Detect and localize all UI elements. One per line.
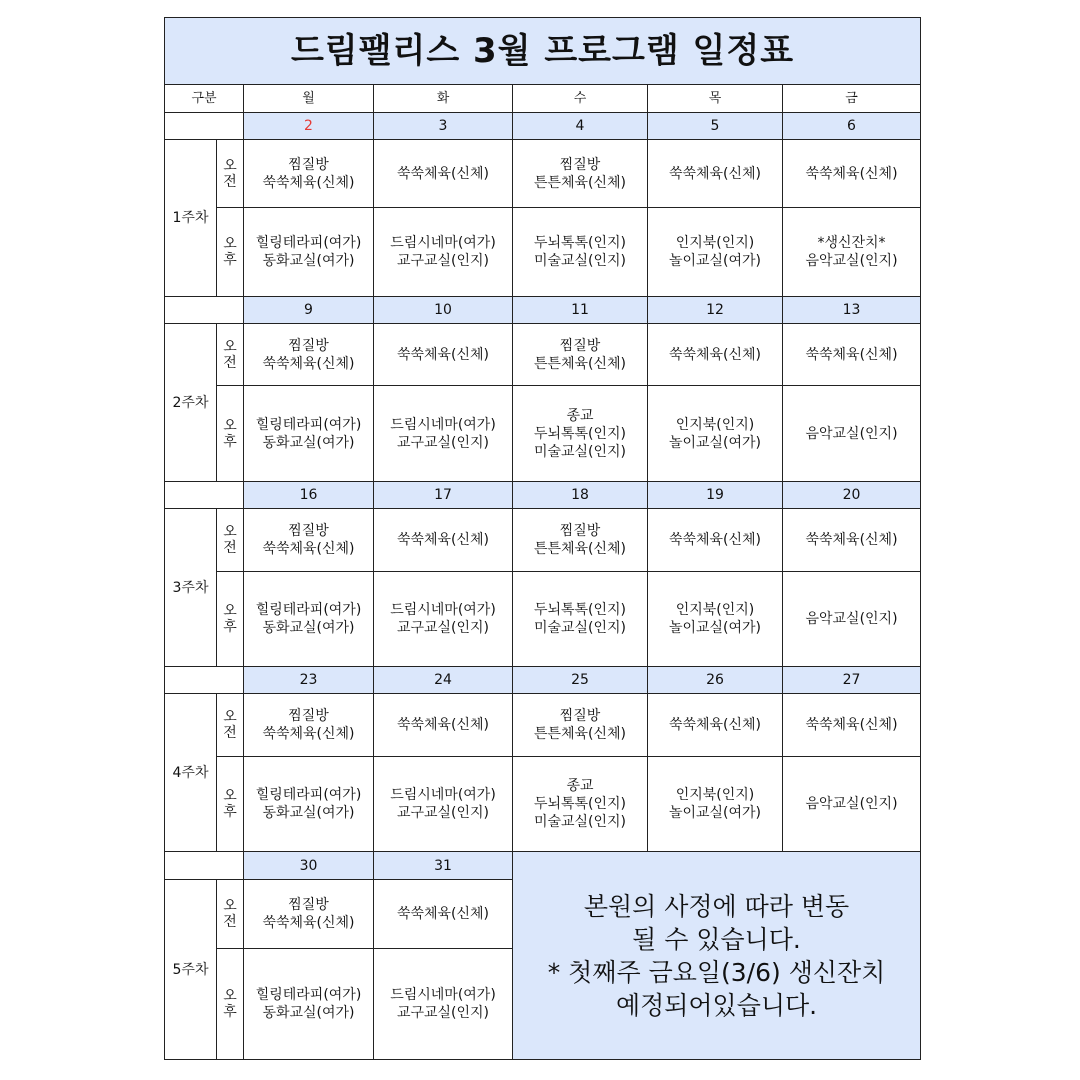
am-row (165, 140, 921, 208)
program-name: 힐링테라피(여가) (255, 787, 362, 803)
program-name: 쑥쑥체육(신체) (805, 532, 898, 548)
program-name: 쑥쑥체육(신체) (668, 532, 762, 548)
period-char: 전 (223, 354, 237, 371)
program-cell (513, 694, 648, 757)
date-cell: 25 (513, 667, 648, 694)
program-cell (374, 757, 513, 852)
program-name: 교구교실(인지) (396, 434, 490, 451)
period-char: 오 (223, 709, 237, 725)
date-cell: 2 (244, 113, 374, 140)
morning-label (217, 694, 244, 757)
program-name: 찜질방 (559, 337, 601, 354)
notice-box (513, 852, 921, 1060)
date-cell: 20 (783, 482, 921, 509)
program-cell (648, 140, 783, 208)
program-name: 음악교실(인지) (805, 796, 898, 812)
afternoon-label (217, 572, 244, 667)
date-row-blank (165, 113, 244, 140)
program-name: 동화교실(여가) (262, 434, 355, 451)
period-char: 전 (223, 540, 237, 556)
program-name: 종교 (566, 407, 594, 424)
day-header-tue: 화 (374, 85, 513, 113)
date-row-blank (165, 667, 244, 694)
pm-row (165, 208, 921, 297)
program-name: 인지북(인지) (675, 416, 755, 433)
program-name: 두뇌톡톡(인지) (533, 425, 627, 442)
program-name: 드림시네마(여가) (390, 235, 496, 251)
program-cell (244, 208, 374, 297)
program-cell (783, 509, 921, 572)
program-cell (648, 572, 783, 667)
program-name: 쑥쑥체육(신체) (668, 165, 762, 182)
date-row (165, 113, 921, 140)
program-cell (648, 757, 783, 852)
program-name: 종교 (566, 778, 594, 794)
program-name: 튼튼체육(신체) (533, 174, 627, 191)
program-cell (783, 757, 921, 852)
notice-line: 예정되어있습니다. (615, 990, 818, 1020)
program-cell (374, 386, 513, 482)
program-cell (244, 386, 374, 482)
program-cell (374, 949, 513, 1060)
program-cell (648, 324, 783, 386)
program-name: 튼튼체육(신체) (533, 726, 627, 742)
program-cell (374, 208, 513, 297)
program-name: 쑥쑥체육(신체) (396, 165, 490, 182)
am-row (165, 694, 921, 757)
morning-label (217, 880, 244, 949)
program-cell (244, 140, 374, 208)
morning-label (217, 324, 244, 386)
program-name: *생신잔치* (817, 235, 886, 251)
program-name: 교구교실(인지) (396, 620, 490, 636)
period-char: 후 (223, 619, 237, 635)
program-cell (374, 140, 513, 208)
period-char: 후 (223, 804, 237, 820)
date-cell: 3 (374, 113, 513, 140)
schedule-sheet (164, 17, 920, 1065)
program-cell (513, 208, 648, 297)
date-cell: 11 (513, 297, 648, 324)
program-name: 두뇌톡톡(인지) (533, 602, 627, 618)
date-cell: 10 (374, 297, 513, 324)
day-header-wed: 수 (513, 85, 648, 113)
program-name: 미술교실(인지) (533, 814, 627, 830)
date-row-blank (165, 852, 244, 880)
day-header-mon: 월 (244, 85, 374, 113)
afternoon-label (217, 949, 244, 1060)
period-char: 오 (223, 157, 237, 174)
program-cell (513, 757, 648, 852)
week-label: 3주차 (165, 509, 217, 667)
date-row (165, 482, 921, 509)
period-char: 오 (223, 417, 237, 434)
program-name: 미술교실(인지) (533, 620, 627, 636)
program-cell (513, 509, 648, 572)
date-cell: 30 (244, 852, 374, 880)
program-name: 교구교실(인지) (396, 253, 490, 269)
program-cell (648, 208, 783, 297)
program-name: 음악교실(인지) (805, 425, 898, 442)
period-char: 오 (223, 236, 237, 252)
program-cell (244, 572, 374, 667)
program-name: 두뇌톡톡(인지) (533, 796, 627, 812)
pm-row (165, 572, 921, 667)
program-name: 두뇌톡톡(인지) (533, 235, 627, 251)
morning-label (217, 140, 244, 208)
program-name: 드림시네마(여가) (390, 416, 496, 433)
notice-line: * 첫째주 금요일(3/6) 생신잔치 (547, 957, 886, 987)
program-name: 쑥쑥체육(신체) (668, 346, 762, 363)
date-cell: 24 (374, 667, 513, 694)
date-row (165, 297, 921, 324)
period-char: 오 (223, 524, 237, 540)
period-char: 전 (223, 173, 237, 190)
category-header: 구분 (165, 85, 244, 113)
program-name: 쑥쑥체육(신체) (262, 541, 355, 557)
program-name: 놀이교실(여가) (668, 805, 762, 821)
period-char: 오 (223, 603, 237, 619)
date-cell: 16 (244, 482, 374, 509)
program-name: 인지북(인지) (675, 787, 755, 803)
day-header-fri: 금 (783, 85, 921, 113)
program-name: 동화교실(여가) (262, 1005, 355, 1021)
program-name: 쑥쑥체육(신체) (805, 717, 898, 733)
program-cell (244, 509, 374, 572)
program-cell (648, 694, 783, 757)
program-name: 힐링테라피(여가) (255, 416, 362, 433)
date-row-blank (165, 482, 244, 509)
period-char: 후 (223, 1004, 237, 1020)
program-cell (513, 386, 648, 482)
program-name: 힐링테라피(여가) (255, 235, 362, 251)
program-cell (783, 572, 921, 667)
date-row-blank (165, 297, 244, 324)
program-cell (374, 694, 513, 757)
program-name: 인지북(인지) (675, 602, 755, 618)
program-name: 인지북(인지) (675, 235, 755, 251)
program-name: 음악교실(인지) (805, 253, 898, 269)
date-cell: 27 (783, 667, 921, 694)
program-cell (513, 572, 648, 667)
program-name: 찜질방 (288, 337, 329, 354)
program-cell (374, 880, 513, 949)
pm-row (165, 757, 921, 852)
date-cell: 13 (783, 297, 921, 324)
week-label: 5주차 (165, 880, 217, 1060)
program-cell (374, 572, 513, 667)
date-cell: 4 (513, 113, 648, 140)
date-cell: 17 (374, 482, 513, 509)
program-cell (783, 140, 921, 208)
program-name: 쑥쑥체육(신체) (262, 174, 355, 191)
program-cell (374, 324, 513, 386)
program-name: 힐링테라피(여가) (255, 987, 362, 1003)
program-name: 미술교실(인지) (533, 253, 627, 269)
program-name: 동화교실(여가) (262, 253, 355, 269)
date-cell: 31 (374, 852, 513, 880)
pm-row (165, 386, 921, 482)
program-cell (244, 324, 374, 386)
program-cell (783, 208, 921, 297)
program-cell (244, 757, 374, 852)
program-name: 쑥쑥체육(신체) (668, 717, 762, 733)
program-name: 찜질방 (559, 156, 601, 173)
period-char: 오 (223, 988, 237, 1004)
program-name: 음악교실(인지) (805, 611, 898, 627)
program-name: 튼튼체육(신체) (533, 355, 627, 372)
program-name: 쑥쑥체육(신체) (262, 915, 355, 931)
program-name: 교구교실(인지) (396, 805, 490, 821)
period-char: 후 (223, 433, 237, 450)
day-header-thu: 목 (648, 85, 783, 113)
program-name: 드림시네마(여가) (390, 987, 496, 1003)
program-name: 찜질방 (288, 156, 329, 173)
program-name: 힐링테라피(여가) (255, 602, 362, 618)
afternoon-label (217, 208, 244, 297)
program-name: 동화교실(여가) (262, 805, 355, 821)
program-cell (648, 509, 783, 572)
week-label: 2주차 (165, 324, 217, 482)
morning-label (217, 509, 244, 572)
date-cell: 12 (648, 297, 783, 324)
program-name: 쑥쑥체육(신체) (396, 346, 490, 363)
program-cell (374, 509, 513, 572)
period-char: 전 (223, 725, 237, 741)
period-char: 오 (223, 788, 237, 804)
program-name: 놀이교실(여가) (668, 620, 762, 636)
notice-line: 본원의 사정에 따라 변동 (583, 891, 850, 921)
program-name: 찜질방 (288, 897, 329, 913)
program-cell (783, 386, 921, 482)
date-row (165, 667, 921, 694)
program-name: 쑥쑥체육(신체) (805, 165, 898, 182)
afternoon-label (217, 386, 244, 482)
week-label: 4주차 (165, 694, 217, 852)
program-name: 찜질방 (559, 708, 601, 724)
program-name: 놀이교실(여가) (668, 434, 762, 451)
program-cell (244, 880, 374, 949)
program-name: 쑥쑥체육(신체) (396, 717, 490, 733)
date-cell: 23 (244, 667, 374, 694)
am-row (165, 509, 921, 572)
program-name: 드림시네마(여가) (390, 787, 496, 803)
program-name: 놀이교실(여가) (668, 253, 762, 269)
program-name: 튼튼체육(신체) (533, 541, 627, 557)
period-char: 전 (223, 914, 237, 930)
date-cell: 9 (244, 297, 374, 324)
program-cell (513, 140, 648, 208)
program-name: 쑥쑥체육(신체) (262, 355, 355, 372)
program-name: 쑥쑥체육(신체) (805, 346, 898, 363)
date-cell: 6 (783, 113, 921, 140)
program-cell (648, 386, 783, 482)
program-cell (513, 324, 648, 386)
page-title: 드림팰리스 3월 프로그램 일정표 (165, 18, 921, 85)
date-row (165, 852, 921, 880)
week-label: 1주차 (165, 140, 217, 297)
program-name: 교구교실(인지) (396, 1005, 490, 1021)
program-name: 동화교실(여가) (262, 620, 355, 636)
program-cell (783, 324, 921, 386)
program-name: 쑥쑥체육(신체) (396, 906, 490, 922)
program-cell (244, 694, 374, 757)
program-name: 드림시네마(여가) (390, 602, 496, 618)
date-cell: 18 (513, 482, 648, 509)
date-cell: 5 (648, 113, 783, 140)
notice-line: 될 수 있습니다. (632, 924, 801, 954)
program-name: 찜질방 (288, 523, 329, 539)
program-cell (244, 949, 374, 1060)
program-cell (783, 694, 921, 757)
date-cell: 19 (648, 482, 783, 509)
period-char: 후 (223, 252, 237, 268)
am-row (165, 324, 921, 386)
program-name: 쑥쑥체육(신체) (396, 532, 490, 548)
period-char: 오 (223, 898, 237, 914)
program-name: 쑥쑥체육(신체) (262, 726, 355, 742)
schedule-table (164, 17, 921, 1060)
date-cell: 26 (648, 667, 783, 694)
program-name: 찜질방 (559, 523, 601, 539)
program-name: 미술교실(인지) (533, 443, 627, 460)
afternoon-label (217, 757, 244, 852)
period-char: 오 (223, 338, 237, 355)
program-name: 찜질방 (288, 708, 329, 724)
